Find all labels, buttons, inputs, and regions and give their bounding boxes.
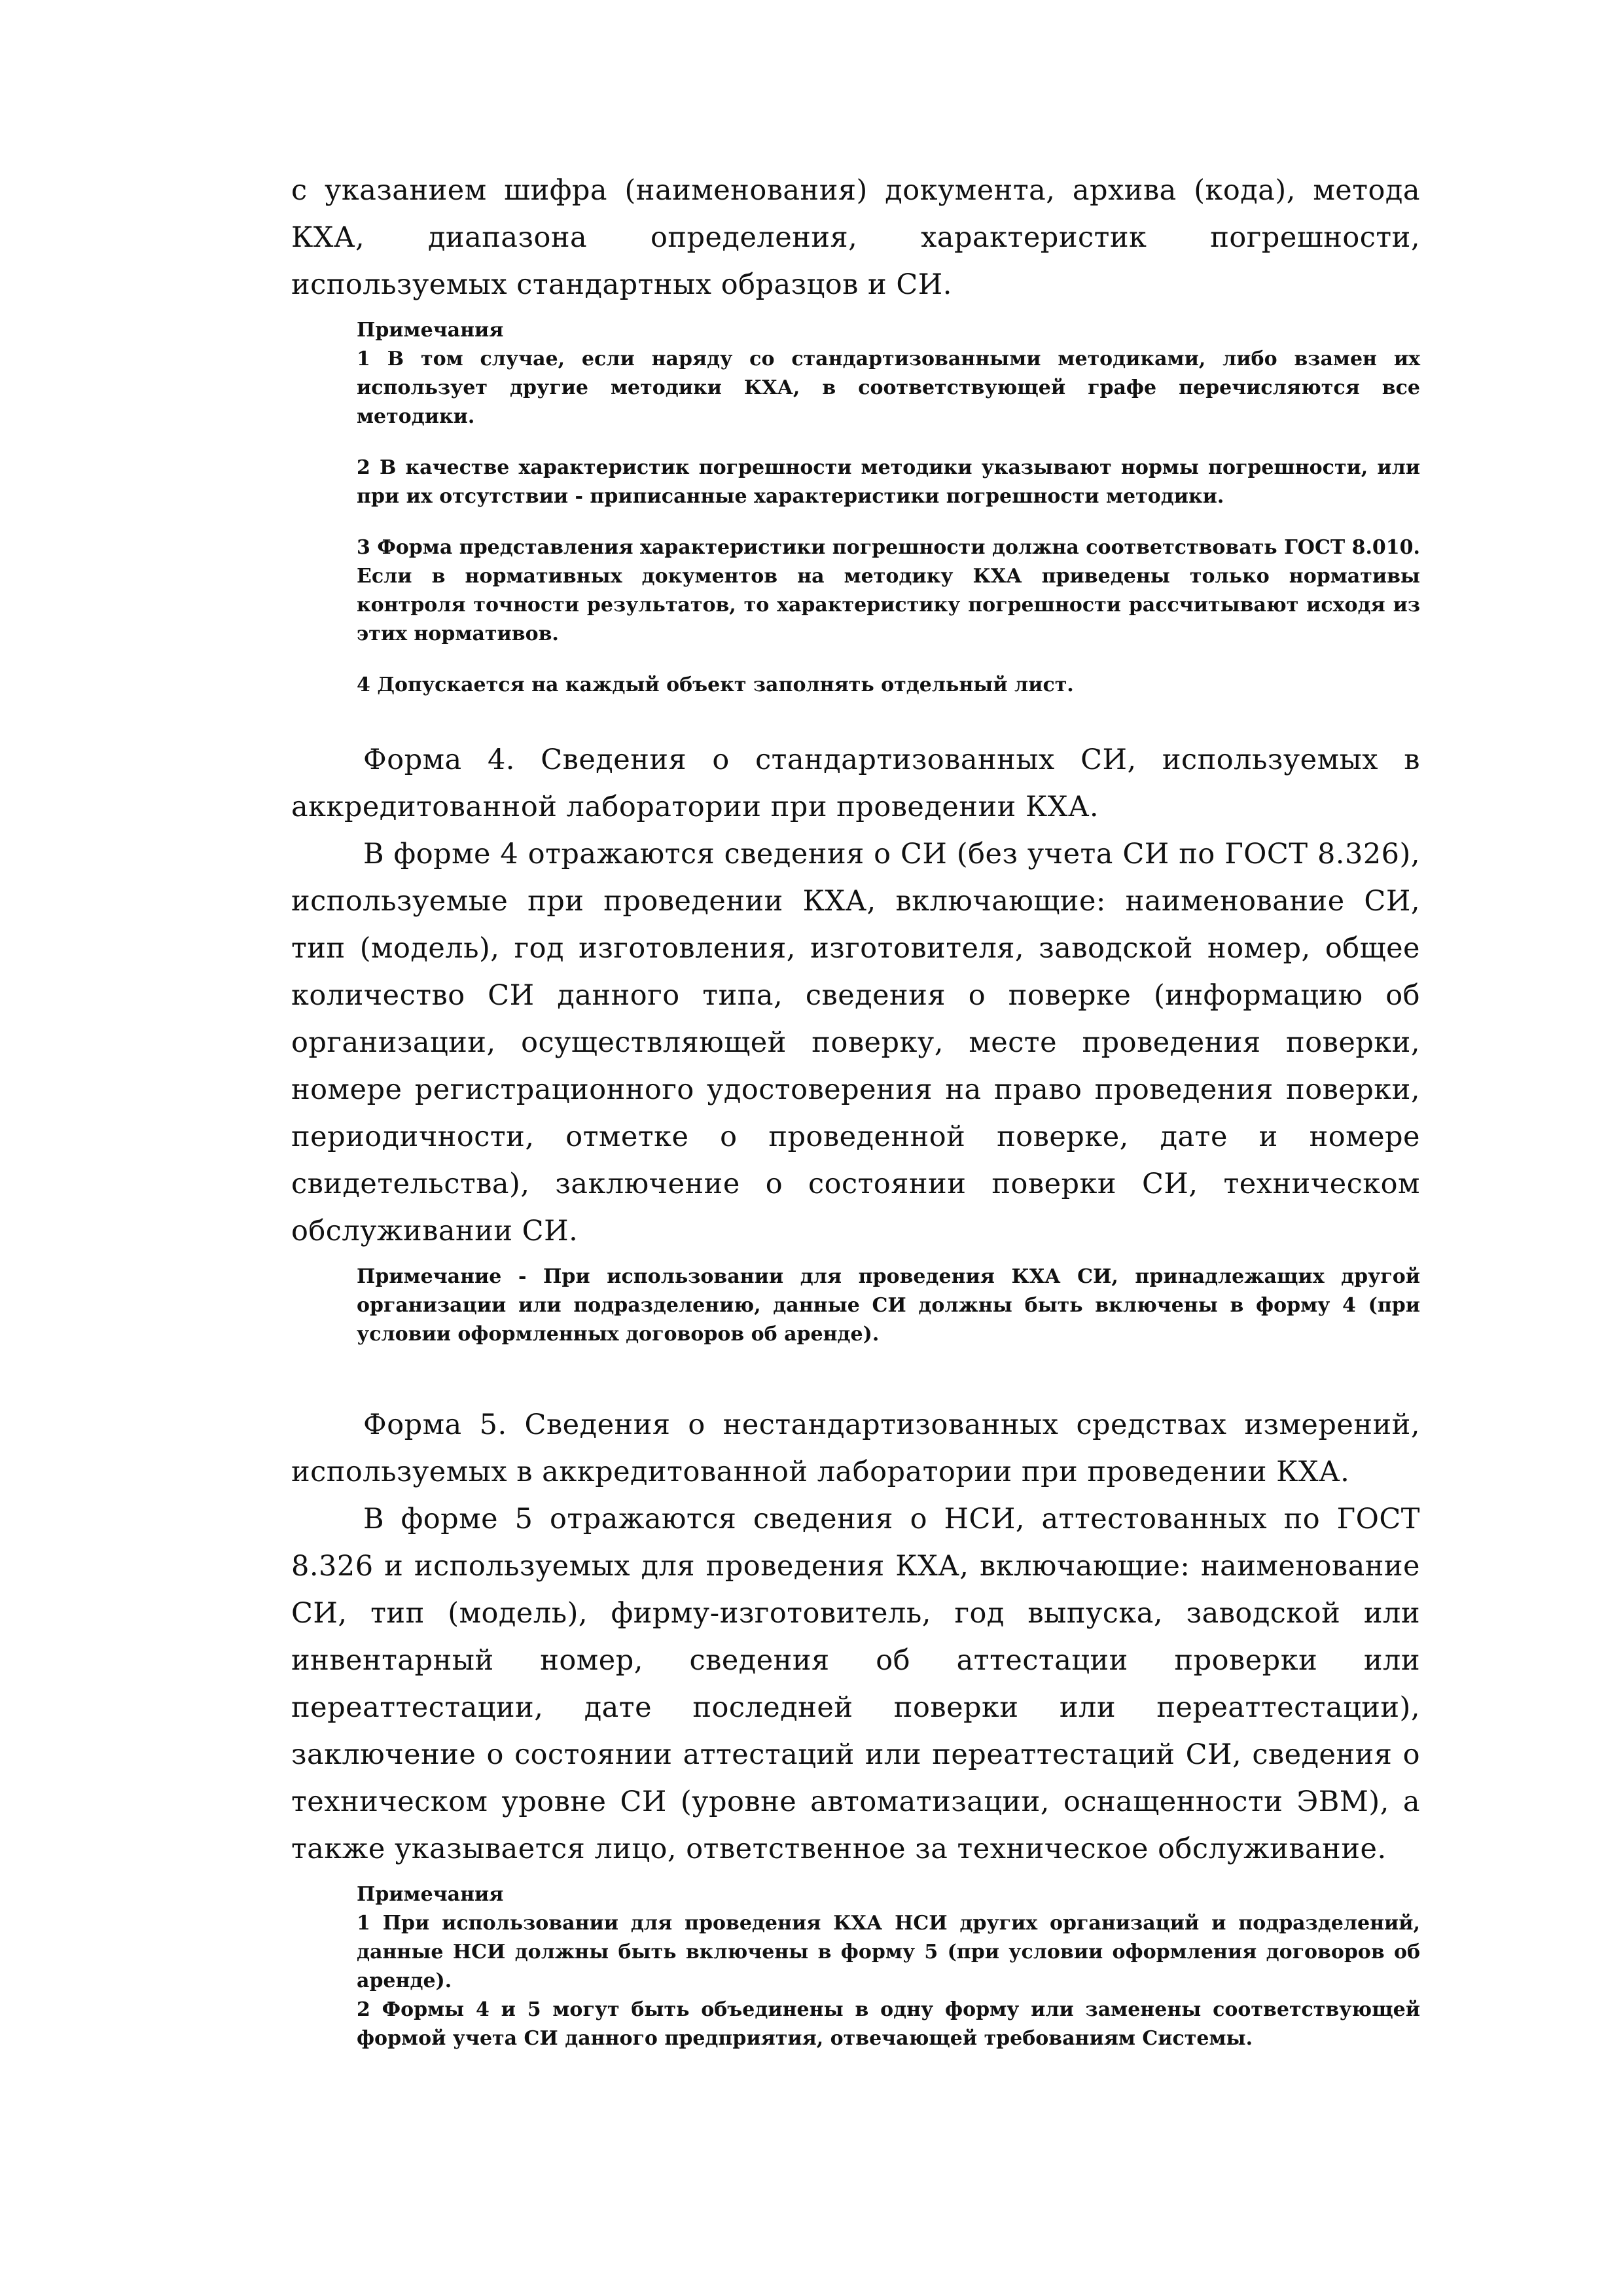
- notes-block-2: [357, 1880, 1420, 2053]
- note-item: 3 Форма представления характеристики погрешности должна соответствовать ГОСТ 8.010. Если в нормативных документов на методику КХА приведены только нормативы контроля точности результатов, то характеристику погрешности рассчитывают исходя из этих нормативов.: [357, 536, 1420, 645]
- form4-note-block: [357, 1263, 1420, 1349]
- form4-title: Форма 4. Сведения о стандартизованных СИ, используемых в аккредитованной лаборатории при проведении КХА.: [291, 744, 1420, 823]
- notes-heading: Примечания: [357, 319, 504, 342]
- form4-body: В форме 4 отражаются сведения о СИ (без учета СИ по ГОСТ 8.326), используемые при проведении КХА, включающие: наименование СИ, тип (модель), год изготовления, изготовителя, заводской номер, общее количество СИ данного типа, сведения о поверке (информацию об организации, осуществляющей поверку, месте проведения поверки, номере регистрационного удостоверения на право проведения поверки, периодичности, отметке о проведенной поверке, дате и номере свидетельства), заключение о состоянии поверки СИ, техническом обслуживании СИ.: [291, 838, 1420, 1247]
- form5-body: В форме 5 отражаются сведения о НСИ, аттестованных по ГОСТ 8.326 и используемых для проведения КХА, включающие: наименование СИ, тип (модель), фирму-изготовитель, год выпуска, заводской или инвентарный номер, сведения об аттестации проверки или переаттестации, дате последней поверки или переаттестации), заключение о состоянии аттестаций или переаттестаций СИ, сведения о техническом уровне СИ (уровне автоматизации, оснащенности ЭВМ), а также указывается лицо, ответственное за техническое обслуживание.: [291, 1503, 1420, 1865]
- note-item: 1 При использовании для проведения КХА НСИ других организаций и подразделений, данные НСИ должны быть включены в форму 5 (при условии оформления договоров об аренде).: [357, 1912, 1420, 1992]
- note-item: 2 В качестве характеристик погрешности методики указывают нормы погрешности, или при их отсутствии - приписанные характеристики погрешности методики.: [357, 456, 1420, 508]
- intro-paragraph: с указанием шифра (наименования) документа, архива (кода), метода КХА, диапазона определения, характеристик погрешности, используемых стандартных образцов и СИ.: [291, 174, 1420, 301]
- document-page: [291, 167, 1420, 2053]
- note-item: 4 Допускается на каждый объект заполнять отдельный лист.: [357, 673, 1074, 696]
- form5-title: Форма 5. Сведения о нестандартизованных средствах измерений, используемых в аккредитованной лаборатории при проведении КХА.: [291, 1408, 1420, 1488]
- notes-heading: Примечания: [357, 1883, 504, 1906]
- notes-block-1: [357, 316, 1420, 700]
- note-item: 2 Формы 4 и 5 могут быть объединены в одну форму или заменены соответствующей формой учета СИ данного предприятия, отвечающей требованиям Системы.: [357, 1998, 1420, 2050]
- note-item: 1 В том случае, если наряду со стандартизованными методиками, либо взамен их использует другие методики КХА, в соответствующей графе перечисляются все методики.: [357, 348, 1420, 428]
- form4-note: Примечание - При использовании для проведения КХА СИ, принадлежащих другой организации или подразделению, данные СИ должны быть включены в форму 4 (при условии оформленных договоров об аренде).: [357, 1265, 1420, 1346]
